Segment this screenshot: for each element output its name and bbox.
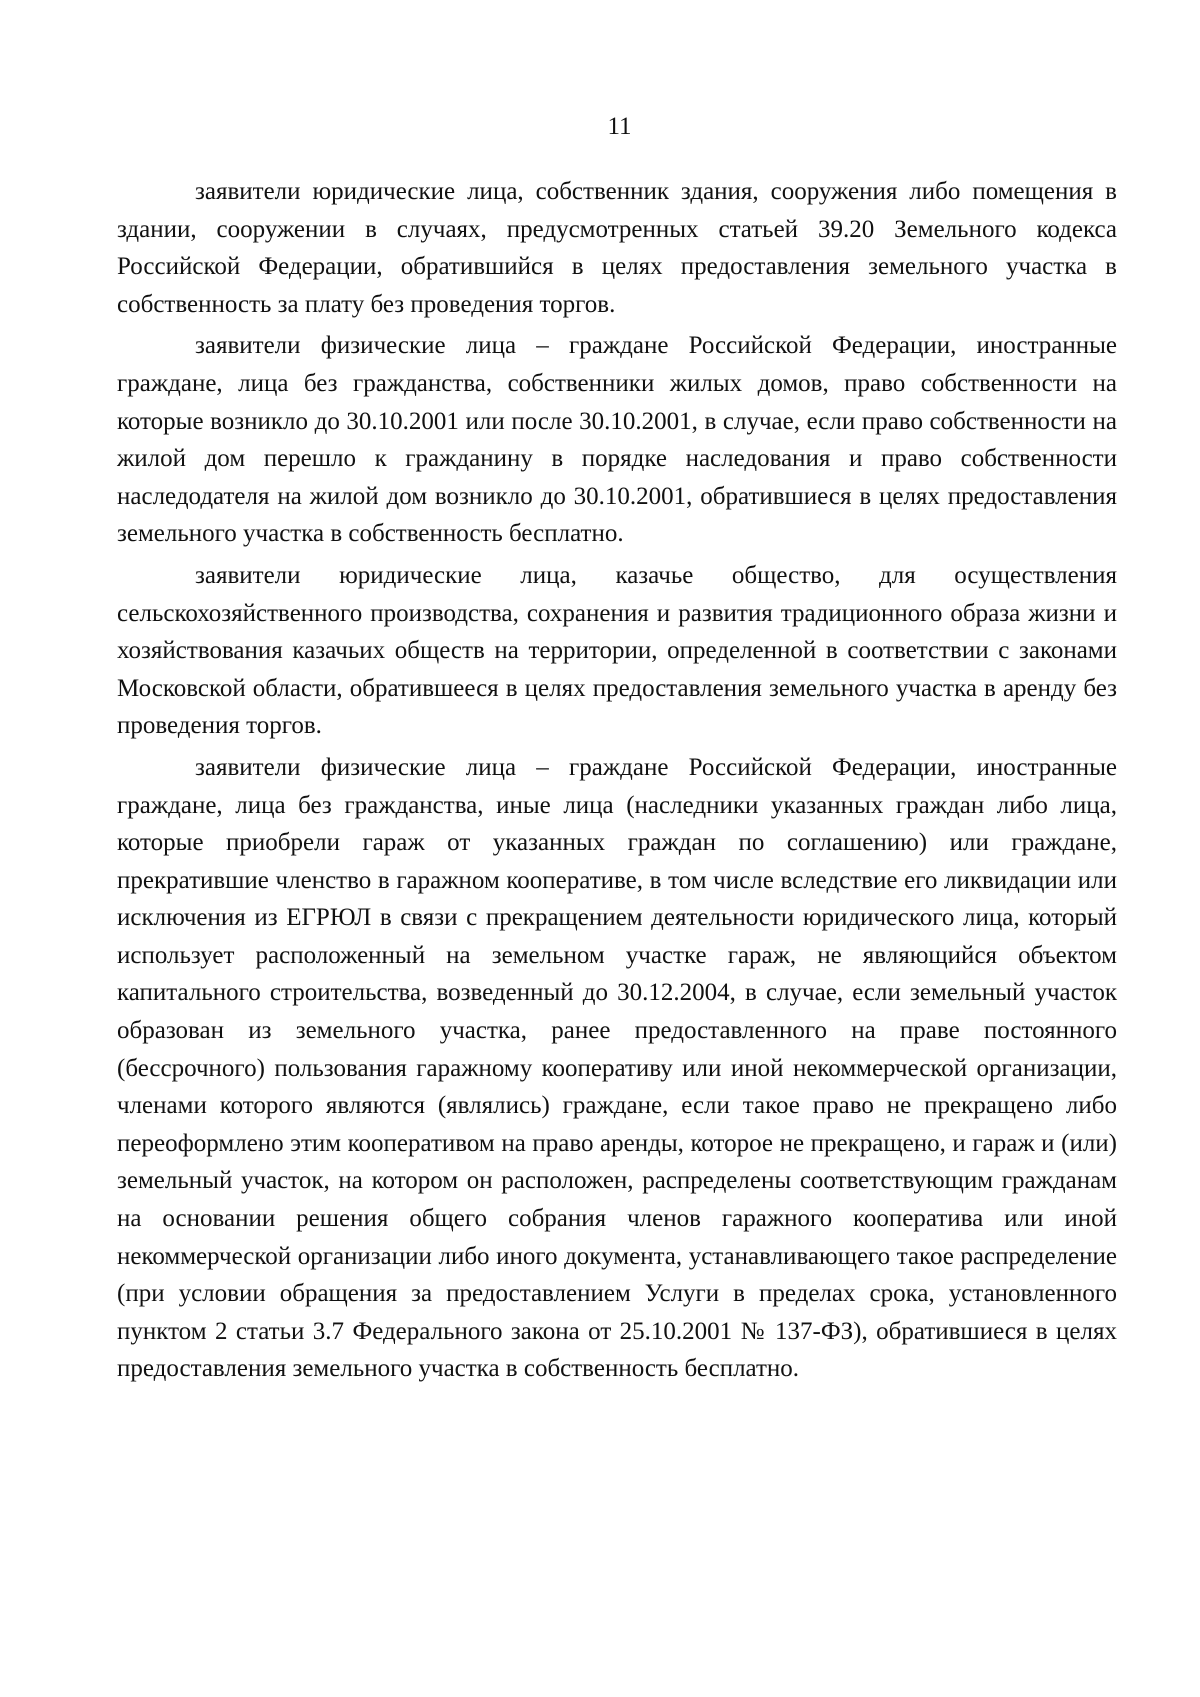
page-number: 11 [607,113,632,140]
paragraph-legal-entities-building-owners: заявители юридические лица, собственник здания, сооружения либо помещения в здании, сооружении в случаях, предусмотренных статьей 39.20 Земельного кодекса Российской Федерации, обратившийся в целях предоставления земельного участка в собственность за плату без проведения торгов. [117,178,1117,318]
paragraph-cossack-society: заявители юридические лица, казачье общество, для осуществления сельскохозяйственного производства, сохранения и развития традиционного образа жизни и хозяйствования казачьих обществ на территории, определенной в соответствии с законами Московской области, обратившееся в целях предоставления земельного участка в аренду без проведения торгов. [117,561,1117,740]
document-body [117,173,1117,1392]
paragraph-individuals-house-owners: заявители физические лица – граждане Российской Федерации, иностранные граждане, лица без гражданства, собственники жилых домов, право собственности на которые возникло до 30.10.2001 или после 30.10.2001, в случае, если право собственности на жилой дом перешло к гражданину в порядке наследования и право собственности наследодателя на жилой дом возникло до 30.10.2001, обратившиеся в целях предоставления земельного участка в собственность бесплатно. [117,332,1117,548]
paragraph-individuals-garage-owners: заявители физические лица – граждане Российской Федерации, иностранные граждане, лица без гражданства, иные лица (наследники указанных граждан либо лица, которые приобрели гараж от указанных граждан по соглашению) или граждане, прекратившие членство в гаражном кооперативе, в том числе вследствие его ликвидации или исключения из ЕГРЮЛ в связи с прекращением деятельности юридического лица, который использует расположенный на земельном участке гараж, не являющийся объектом капитального строительства, возведенный до 30.12.2004, в случае, если земельный участок образован из земельного участка, ранее предоставленного на праве постоянного (бессрочного) пользования гаражному кооперативу или иной некоммерческой организации, членами которого являются (являлись) граждане, если такое право не прекращено либо переоформлено этим кооперативом на право аренды, которое не прекращено, и гараж и (или) земельный участок, на котором он расположен, распределены соответствующим гражданам на основании решения общего собрания членов гаражного кооператива или иной некоммерческой организации либо иного документа, устанавливающего такое распределение (при условии обращения за предоставлением Услуги в пределах срока, установленного пунктом 2 статьи 3.7 Федерального закона от 25.10.2001 № 137-ФЗ), обратившиеся в целях предоставления земельного участка в собственность бесплатно. [117,753,1117,1383]
